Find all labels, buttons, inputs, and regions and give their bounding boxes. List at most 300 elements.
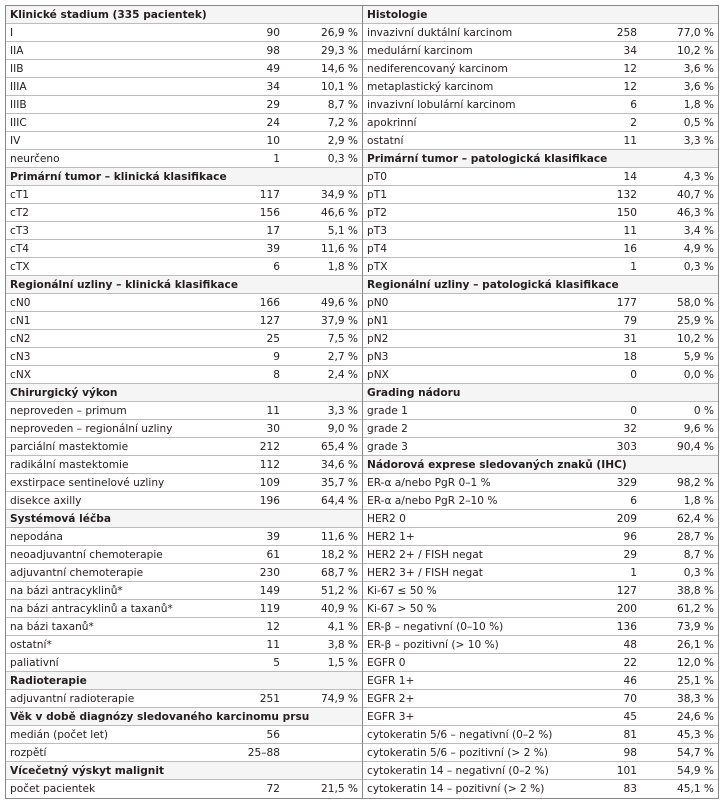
row-label: ostatní* [10, 638, 52, 651]
row-count: 149 [259, 584, 280, 597]
table-row [6, 654, 362, 672]
row-count: 24 [266, 116, 280, 129]
table-row [6, 546, 362, 564]
row-count: 1 [630, 260, 637, 273]
row-label: ER-β – negativní (0–10 %) [367, 620, 504, 633]
table-row [6, 96, 362, 114]
row-percent: 0,5 % [683, 116, 714, 129]
section-header [363, 6, 718, 24]
row-label: EGFR 3+ [367, 710, 415, 723]
row-label: HER2 0 [367, 512, 406, 525]
row-label: Ki-67 ≤ 50 % [367, 584, 437, 597]
row-count: 1 [273, 152, 280, 165]
row-percent: 54,7 % [676, 746, 714, 759]
row-label: cNX [10, 368, 32, 381]
table-row [363, 780, 718, 798]
row-label: EGFR 0 [367, 656, 406, 669]
row-count: 46 [623, 674, 637, 687]
row-label: pN3 [367, 350, 389, 363]
table-row [6, 132, 362, 150]
row-count: 61 [266, 548, 280, 561]
row-label: Ki-67 > 50 % [367, 602, 437, 615]
row-count: 303 [616, 440, 637, 453]
row-label: nediferencovaný karcinom [367, 62, 508, 75]
row-percent: 14,6 % [320, 62, 358, 75]
row-percent: 24,6 % [676, 710, 714, 723]
table-row [363, 546, 718, 564]
row-count: 166 [259, 296, 280, 309]
row-count: 200 [616, 602, 637, 615]
row-percent: 1,8 % [327, 260, 358, 273]
table-row [363, 132, 718, 150]
row-label: apokrinní [367, 116, 417, 129]
row-label: pT0 [367, 170, 387, 183]
row-count: 136 [616, 620, 637, 633]
row-percent: 10,2 % [676, 332, 714, 345]
table-row [6, 330, 362, 348]
row-percent: 26,9 % [320, 26, 358, 39]
row-count: 56 [266, 728, 280, 741]
section-header-label: Klinické stadium (335 pacientek) [10, 8, 207, 21]
row-label: IV [10, 134, 21, 147]
row-count: 112 [259, 458, 280, 471]
row-label: ostatní [367, 134, 404, 147]
table-row [363, 510, 718, 528]
row-label: pN1 [367, 314, 389, 327]
table-row [6, 204, 362, 222]
row-percent: 90,4 % [676, 440, 714, 453]
row-percent: 61,2 % [676, 602, 714, 615]
table-row [363, 672, 718, 690]
row-label: ER-α a/nebo PgR 2–10 % [367, 494, 498, 507]
row-count: 212 [259, 440, 280, 453]
row-label: invazivní duktální karcinom [367, 26, 513, 39]
table-row [6, 258, 362, 276]
table-row [6, 24, 362, 42]
row-percent: 0,3 % [683, 566, 714, 579]
section-header [6, 510, 362, 528]
row-count: 81 [623, 728, 637, 741]
table-row [363, 618, 718, 636]
row-count: 25–88 [247, 746, 280, 759]
row-percent: 4,3 % [683, 170, 714, 183]
row-percent: 98,2 % [676, 476, 714, 489]
section-header [6, 672, 362, 690]
section-header [363, 384, 718, 402]
table-row [363, 348, 718, 366]
table-row [363, 222, 718, 240]
table-row [363, 690, 718, 708]
row-label: disekce axilly [10, 494, 82, 507]
row-percent: 38,3 % [676, 692, 714, 705]
row-percent: 7,5 % [327, 332, 358, 345]
row-count: 34 [266, 80, 280, 93]
row-count: 98 [623, 746, 637, 759]
section-header [363, 150, 718, 168]
row-label: cytokeratin 5/6 – negativní (0–2 %) [367, 728, 553, 741]
row-percent: 28,7 % [676, 530, 714, 543]
row-label: ER-β – pozitivní (> 10 %) [367, 638, 499, 651]
row-label: exstirpace sentinelové uzliny [10, 476, 165, 489]
row-percent: 46,3 % [676, 206, 714, 219]
table-row [6, 438, 362, 456]
row-percent: 25,1 % [676, 674, 714, 687]
row-count: 177 [616, 296, 637, 309]
row-percent: 68,7 % [320, 566, 358, 579]
row-count: 17 [266, 224, 280, 237]
row-label: pT3 [367, 224, 387, 237]
table-row [6, 564, 362, 582]
row-count: 10 [266, 134, 280, 147]
row-count: 39 [266, 530, 280, 543]
row-percent: 58,0 % [676, 296, 714, 309]
row-count: 39 [266, 242, 280, 255]
row-count: 5 [273, 656, 280, 669]
row-count: 14 [623, 170, 637, 183]
row-percent: 38,8 % [676, 584, 714, 597]
table-row [363, 474, 718, 492]
table-column-right [363, 6, 718, 798]
table-row [6, 492, 362, 510]
row-percent: 11,6 % [320, 530, 358, 543]
row-percent: 46,6 % [320, 206, 358, 219]
table-row [363, 726, 718, 744]
row-label: IIB [10, 62, 24, 75]
table-row [6, 312, 362, 330]
section-header [6, 708, 362, 726]
row-label: cT4 [10, 242, 30, 255]
row-percent: 29,3 % [320, 44, 358, 57]
row-percent: 34,6 % [320, 458, 358, 471]
row-label: grade 3 [367, 440, 408, 453]
row-count: 11 [266, 638, 280, 651]
row-percent: 40,9 % [320, 602, 358, 615]
table-row [363, 564, 718, 582]
table-row [363, 78, 718, 96]
row-count: 8 [273, 368, 280, 381]
table-row [6, 726, 362, 744]
table-row [363, 24, 718, 42]
row-count: 258 [616, 26, 637, 39]
table-row [6, 78, 362, 96]
table-row [363, 600, 718, 618]
row-count: 30 [266, 422, 280, 435]
row-label: na bázi antracyklinů* [10, 584, 123, 597]
section-header-label: Regionální uzliny – klinická klasifikace [10, 278, 239, 291]
row-count: 101 [616, 764, 637, 777]
row-percent: 0 % [693, 404, 714, 417]
row-percent: 0,0 % [683, 368, 714, 381]
row-count: 132 [616, 188, 637, 201]
section-header-label: Nádorová exprese sledovaných znaků (IHC) [367, 458, 627, 471]
row-percent: 49,6 % [320, 296, 358, 309]
table-row [6, 582, 362, 600]
row-label: pT4 [367, 242, 387, 255]
table-row [363, 420, 718, 438]
row-count: 45 [623, 710, 637, 723]
row-count: 31 [623, 332, 637, 345]
row-percent: 62,4 % [676, 512, 714, 525]
table-row [6, 420, 362, 438]
row-label: medián (počet let) [10, 728, 109, 741]
row-count: 156 [259, 206, 280, 219]
row-percent: 37,9 % [320, 314, 358, 327]
row-label: neproveden – primum [10, 404, 127, 417]
row-percent: 9,6 % [683, 422, 714, 435]
row-label: neoadjuvantní chemoterapie [10, 548, 163, 561]
table-row [6, 474, 362, 492]
table-row [363, 582, 718, 600]
row-label: IIIC [10, 116, 27, 129]
row-label: cTX [10, 260, 30, 273]
section-header-label: Věk v době diagnózy sledovaného karcinomu prsu [10, 710, 310, 723]
row-count: 11 [266, 404, 280, 417]
table-row [363, 168, 718, 186]
row-label: cytokeratin 14 – pozitivní (> 2 %) [367, 783, 545, 795]
section-header [6, 762, 362, 780]
row-percent: 2,4 % [327, 368, 358, 381]
row-percent: 7,2 % [327, 116, 358, 129]
table-row [363, 186, 718, 204]
row-count: 29 [623, 548, 637, 561]
row-label: EGFR 1+ [367, 674, 415, 687]
table-row [363, 312, 718, 330]
table-row [6, 222, 362, 240]
row-percent: 2,9 % [327, 134, 358, 147]
row-label: pTX [367, 260, 388, 273]
table-row [6, 528, 362, 546]
table-row [6, 114, 362, 132]
row-count: 12 [266, 620, 280, 633]
row-label: invazivní lobulární karcinom [367, 98, 516, 111]
table-row [6, 60, 362, 78]
row-percent: 4,1 % [327, 620, 358, 633]
section-header [363, 456, 718, 474]
table-row [363, 204, 718, 222]
row-label: IIIB [10, 98, 27, 111]
row-label: na bázi taxanů* [10, 620, 94, 633]
table-row [6, 618, 362, 636]
row-label: pNX [367, 368, 389, 381]
row-percent: 35,7 % [320, 476, 358, 489]
row-percent: 77,0 % [676, 26, 714, 39]
row-count: 150 [616, 206, 637, 219]
row-count: 34 [623, 44, 637, 57]
table-row [6, 150, 362, 168]
table-column-left [6, 6, 363, 798]
row-count: 6 [630, 98, 637, 111]
section-header-label: Vícečetný výskyt malignit [10, 764, 165, 777]
row-count: 9 [273, 350, 280, 363]
row-percent: 18,2 % [320, 548, 358, 561]
table-row [363, 42, 718, 60]
row-count: 16 [623, 242, 637, 255]
row-percent: 0,3 % [327, 152, 358, 165]
table-row [6, 402, 362, 420]
row-percent: 25,9 % [676, 314, 714, 327]
row-percent: 11,6 % [320, 242, 358, 255]
row-label: počet pacientek [10, 783, 96, 795]
row-count: 96 [623, 530, 637, 543]
row-count: 1 [630, 566, 637, 579]
table-row [363, 402, 718, 420]
row-percent: 34,9 % [320, 188, 358, 201]
row-count: 2 [630, 116, 637, 129]
section-header-label: Primární tumor – patologická klasifikace [367, 152, 608, 165]
row-percent: 3,8 % [327, 638, 358, 651]
row-label: rozpětí [10, 746, 47, 759]
section-header-label: Radioterapie [10, 674, 87, 687]
table-row [363, 240, 718, 258]
row-count: 72 [266, 783, 280, 795]
row-count: 22 [623, 656, 637, 669]
section-header [6, 276, 362, 294]
row-label: EGFR 2+ [367, 692, 415, 705]
row-count: 29 [266, 98, 280, 111]
row-count: 209 [616, 512, 637, 525]
row-label: pN2 [367, 332, 389, 345]
row-count: 90 [266, 26, 280, 39]
patient-characteristics-table [5, 5, 719, 799]
row-label: cT3 [10, 224, 30, 237]
row-percent: 65,4 % [320, 440, 358, 453]
row-label: adjuvantní chemoterapie [10, 566, 144, 579]
row-label: cytokeratin 14 – negativní (0–2 %) [367, 764, 549, 777]
section-header [6, 6, 362, 24]
row-label: HER2 2+ / FISH negat [367, 548, 483, 561]
row-percent: 40,7 % [676, 188, 714, 201]
row-count: 127 [259, 314, 280, 327]
table-row [6, 348, 362, 366]
row-count: 98 [266, 44, 280, 57]
row-count: 12 [623, 62, 637, 75]
row-label: grade 1 [367, 404, 408, 417]
section-header [363, 276, 718, 294]
row-percent: 9,0 % [327, 422, 358, 435]
row-label: cN0 [10, 296, 31, 309]
row-count: 70 [623, 692, 637, 705]
table-row [363, 366, 718, 384]
row-percent: 10,1 % [320, 80, 358, 93]
table-row [363, 294, 718, 312]
row-count: 196 [259, 494, 280, 507]
table-row [6, 366, 362, 384]
row-count: 48 [623, 638, 637, 651]
row-count: 109 [259, 476, 280, 489]
row-count: 79 [623, 314, 637, 327]
row-percent: 8,7 % [327, 98, 358, 111]
section-header [6, 384, 362, 402]
table-row [363, 258, 718, 276]
row-percent: 74,9 % [320, 692, 358, 705]
row-percent: 51,2 % [320, 584, 358, 597]
row-count: 127 [616, 584, 637, 597]
row-count: 11 [623, 224, 637, 237]
row-label: pT2 [367, 206, 387, 219]
row-count: 83 [623, 783, 637, 795]
row-count: 18 [623, 350, 637, 363]
row-count: 11 [623, 134, 637, 147]
table-row [6, 186, 362, 204]
row-label: pN0 [367, 296, 389, 309]
row-percent: 64,4 % [320, 494, 358, 507]
table-row [363, 654, 718, 672]
row-count: 117 [259, 188, 280, 201]
row-count: 25 [266, 332, 280, 345]
row-count: 0 [630, 368, 637, 381]
row-percent: 1,8 % [683, 98, 714, 111]
section-header-label: Histologie [367, 8, 428, 21]
row-label: neurčeno [10, 152, 60, 165]
row-count: 12 [623, 80, 637, 93]
row-label: medulární karcinom [367, 44, 473, 57]
table-row [363, 528, 718, 546]
row-count: 230 [259, 566, 280, 579]
row-label: pT1 [367, 188, 387, 201]
row-percent: 45,1 % [676, 783, 714, 795]
row-percent: 45,3 % [676, 728, 714, 741]
row-label: neproveden – regionální uzliny [10, 422, 173, 435]
table-row [6, 240, 362, 258]
row-percent: 4,9 % [683, 242, 714, 255]
table-row [6, 456, 362, 474]
table-row [363, 330, 718, 348]
section-header-label: Chirurgický výkon [10, 386, 118, 399]
row-count: 49 [266, 62, 280, 75]
table-row [363, 762, 718, 780]
table-row [6, 744, 362, 762]
section-header-label: Regionální uzliny – patologická klasifikace [367, 278, 619, 291]
table-row [363, 96, 718, 114]
row-label: HER2 3+ / FISH negat [367, 566, 483, 579]
row-label: cytokeratin 5/6 – pozitivní (> 2 %) [367, 746, 548, 759]
row-label: parciální mastektomie [10, 440, 129, 453]
table-row [6, 690, 362, 708]
row-percent: 1,5 % [327, 656, 358, 669]
row-percent: 3,6 % [683, 62, 714, 75]
row-label: metaplastický karcinom [367, 80, 494, 93]
table-row [6, 294, 362, 312]
row-label: ER-α a/nebo PgR 0–1 % [367, 476, 491, 489]
row-percent: 0,3 % [683, 260, 714, 273]
section-header-label: Systémová léčba [10, 512, 111, 525]
row-percent: 3,3 % [683, 134, 714, 147]
row-label: IIIA [10, 80, 27, 93]
table-row [363, 636, 718, 654]
section-header-label: Primární tumor – klinická klasifikace [10, 170, 227, 183]
row-label: cN3 [10, 350, 31, 363]
row-percent: 73,9 % [676, 620, 714, 633]
row-percent: 5,9 % [683, 350, 714, 363]
section-header [6, 168, 362, 186]
row-count: 0 [630, 404, 637, 417]
row-label: paliativní [10, 656, 59, 669]
row-label: grade 2 [367, 422, 408, 435]
row-percent: 26,1 % [676, 638, 714, 651]
row-label: radikální mastektomie [10, 458, 129, 471]
row-percent: 1,8 % [683, 494, 714, 507]
row-label: adjuvantní radioterapie [10, 692, 135, 705]
row-count: 119 [259, 602, 280, 615]
table-row [363, 438, 718, 456]
table-row [363, 60, 718, 78]
table-row [363, 708, 718, 726]
row-label: nepodána [10, 530, 63, 543]
table-row [6, 42, 362, 60]
row-count: 251 [259, 692, 280, 705]
row-percent: 21,5 % [320, 783, 358, 795]
row-label: I [10, 26, 14, 39]
